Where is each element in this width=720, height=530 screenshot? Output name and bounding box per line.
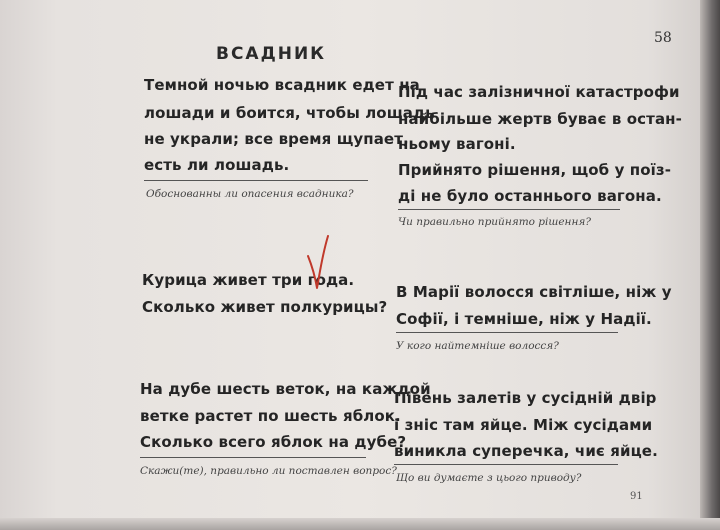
text-line: В Марії волосся світліше, ніж у [396,283,672,301]
underline-rule [144,180,368,181]
text-line: і зніс там яйце. Між сусідами [394,416,653,434]
question-caption: Скажи(те), правильно ли поставлен вопрос? [140,465,397,477]
text-line: Курица живет три года. [142,271,355,289]
text-line: лошади и боится, чтобы лошадь [144,104,435,122]
section-title: ВСАДНИК [216,44,327,64]
text-line: Півень залетів у сусідній двір [394,389,657,407]
question-caption: Обоснованны ли опасения всадника? [146,188,354,200]
page-bottom-edge [0,518,720,530]
question-caption: Чи правильно прийнято рішення? [398,216,591,228]
text-line: не украли; все время щупает, [144,130,409,148]
underline-rule [394,464,618,465]
handwritten-check-mark [298,232,338,292]
text-line: виникла суперечка, чиє яйце. [394,442,658,460]
text-line: Сколько всего яблок на дубе? [140,433,407,451]
page-number-top: 58 [654,30,672,46]
text-line: Прийнято рішення, щоб у поїз- [398,161,672,179]
text-line: Софії, і темніше, ніж у Надії. [396,310,652,328]
text-line: найбільше жертв буває в остан- [398,110,682,128]
book-edge [700,0,720,530]
text-line: ветке растет по шесть яблок. [140,407,401,425]
underline-rule [398,209,620,210]
text-line: Під час залізничної катастрофи [398,83,680,101]
text-line: Сколько живет полкурицы? [142,298,388,316]
text-line: ді не було останнього вагона. [398,187,662,205]
text-line: На дубе шесть веток, на каждой [140,380,431,398]
question-caption: Що ви думаєте з цього приводу? [396,472,582,484]
page-number-bottom: 91 [630,491,643,502]
text-line: ньому вагоні. [398,135,516,153]
text-line: есть ли лошадь. [144,156,290,174]
underline-rule [140,457,366,458]
text-line: Темной ночью всадник едет на [144,76,420,94]
question-caption: У кого найтемніше волосся? [396,340,559,352]
underline-rule [396,332,618,333]
